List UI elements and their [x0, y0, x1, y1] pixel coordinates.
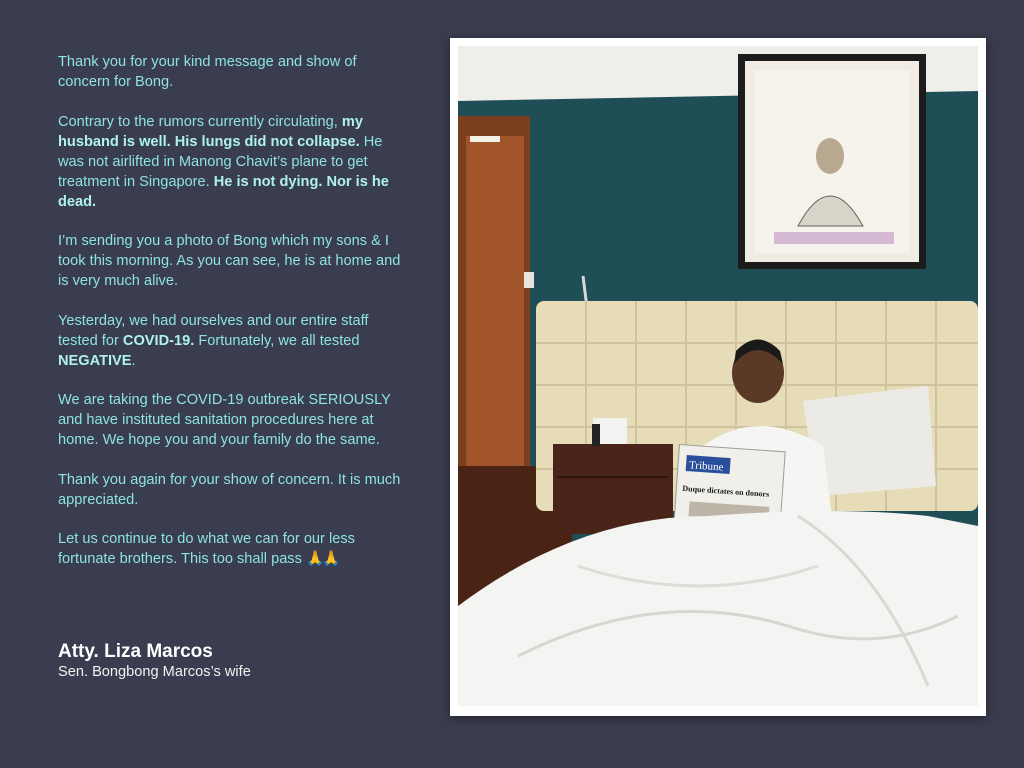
paragraph-3: I’m sending you a photo of Bong which my sons & I took this morning. As you can see, he is at home and is very much alive.: [58, 233, 401, 289]
paragraph-4: Yesterday, we had ourselves and our entire staff tested for COVID-19. Fortunately, we all tested NEGATIVE.: [58, 312, 369, 369]
bottle: [592, 424, 600, 446]
photo-frame: [450, 38, 986, 716]
door-light: [470, 136, 500, 142]
newspaper-masthead: Tribune: [688, 459, 724, 474]
bedroom-photo: [458, 46, 978, 706]
pray-icon: 🙏🙏: [305, 551, 339, 567]
painting-figure-head: [816, 138, 844, 174]
bedroom-illustration: [458, 46, 978, 706]
newspaper-headline: Duque dictates on donors: [682, 483, 770, 499]
paragraph-5: We are taking the COVID-19 outbreak SERIOUSLY and have instituted sanitation procedures here at home. We hope you and your family do the same.: [58, 392, 391, 448]
emphasis-negative: NEGATIVE: [58, 352, 132, 369]
painting-base: [774, 232, 894, 244]
emphasis-covid: COVID-19.: [122, 332, 195, 349]
signature-name: Atty. Liza Marcos: [58, 641, 213, 662]
signature-role: Sen. Bongbong Marcos’s wife: [58, 664, 251, 680]
paragraph-7: Let us continue to do what we can for our less fortunate brothers. This too shall pass 🙏🙏: [58, 531, 355, 567]
emphasis-not-dying: He is not dying. Nor is he dead.: [58, 173, 389, 210]
emphasis-well: my husband is well. His lungs did not collapse.: [58, 113, 363, 150]
paragraph-1: Thank you for your kind message and show of concern for Bong.: [58, 54, 357, 90]
paragraph-2: Contrary to the rumors currently circulating, my husband is well. His lungs did not collapse. He was not airlifted in Manong Chavit’s plane to get treatment in Singapore. He is not dying. Nor is he dead.: [58, 113, 389, 210]
signature: [58, 641, 251, 682]
letter-text: [58, 52, 403, 589]
paragraph-6: Thank you again for your show of concern. It is much appreciated.: [58, 471, 401, 508]
light-switch: [524, 272, 534, 288]
